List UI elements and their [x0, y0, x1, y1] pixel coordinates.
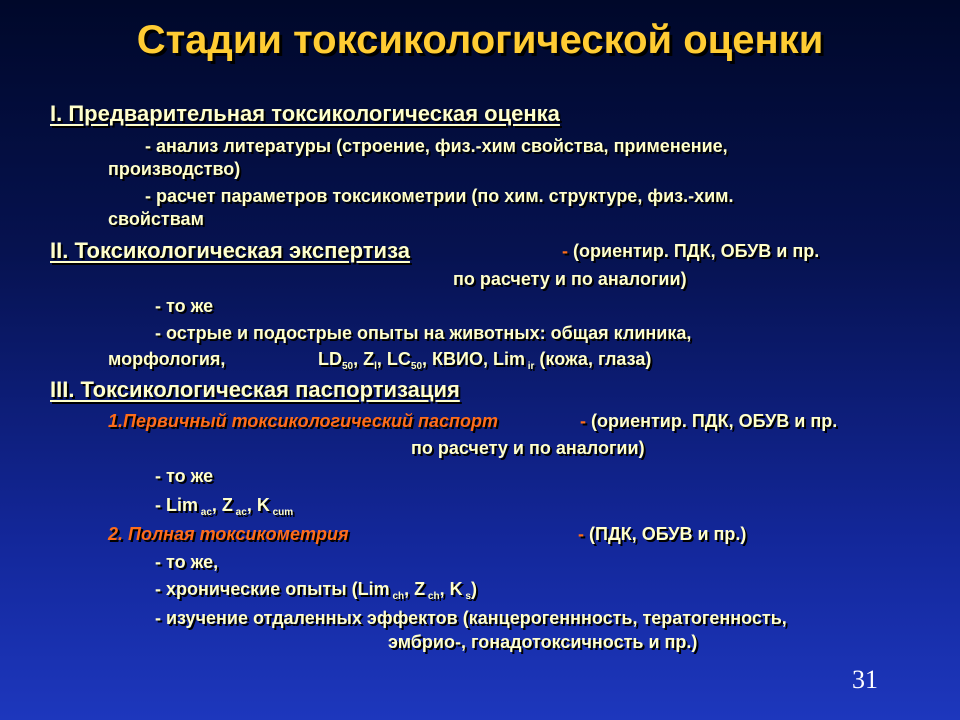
stage3-sub1-item1: - то же	[155, 466, 214, 486]
stage3-sub2-item1: - то же,	[155, 552, 219, 572]
stage3-sub2-dash: -	[578, 524, 584, 544]
stage3-heading: III. Токсикологическая паспортизация	[50, 377, 460, 402]
stage2-note-text: (ориентир. ПДК, ОБУВ и пр.	[573, 241, 820, 261]
stage2-toxicometry-params: $LD_{50}$, $Z_l$, $LC_{50}$, КВИО, Lim $_{ir}$ (кожа, глаза)	[318, 349, 652, 372]
stage3-sub2-note	[578, 524, 746, 545]
stage3-primary-passport-label: 1.Первичный токсикологический паспорт	[108, 411, 498, 431]
page-number: 31	[852, 665, 878, 694]
stage1-item1-line2: производство)	[108, 159, 241, 179]
stage2-item2-line1: - острые и подострые опыты на животных: общая клиника,	[155, 323, 692, 343]
stage2-note-line2: по расчету и по аналогии)	[453, 269, 687, 289]
stage3-sub2-item2: - хронические опыты (Lim $_{ch}$, Z $_{ch}$, K $_s$)	[155, 579, 477, 602]
stage3-sub2-item3-line1: - изучение отдаленных эффектов (канцерогеннность, тератогенность,	[155, 608, 787, 628]
stage3-sub1-note-line2: по расчету и по аналогии)	[411, 438, 645, 458]
stage1-heading: I. Предварительная токсикологическая оценка	[50, 101, 560, 126]
stage3-sub2-item3-line2: эмбрио-, гонадотоксичность и пр.)	[388, 632, 698, 652]
stage2-note-line1	[562, 241, 819, 262]
slide-title: Стадии токсикологической оценки	[136, 18, 824, 62]
stage3-sub2-note-text: (ПДК, ОБУВ и пр.)	[589, 524, 747, 544]
stage3-sub1-dash: -	[580, 411, 586, 431]
stage3-sub1-item2: - Lim $_{ac}$, Z $_{ac}$, K $_{cum}$	[155, 495, 294, 518]
stage2-item2-morphology: морфология,	[108, 349, 226, 369]
stage3-sub1-note-text: (ориентир. ПДК, ОБУВ и пр.	[591, 411, 838, 431]
stage3-sub1-note-line1	[580, 411, 837, 432]
stage2-heading: II. Токсикологическая экспертиза	[50, 238, 410, 263]
stage1-item2-line2: свойствам	[108, 209, 204, 229]
stage1-item1-line1: - анализ литературы (строение, физ.-хим свойства, применение,	[145, 136, 728, 156]
stage3-full-toxicometry-label: 2. Полная токсикометрия	[108, 524, 349, 544]
stage1-item2-line1: - расчет параметров токсикометрии (по хим. структуре, физ.-хим.	[145, 186, 734, 206]
stage2-dash: -	[562, 241, 568, 261]
stage2-item1: - то же	[155, 296, 214, 316]
